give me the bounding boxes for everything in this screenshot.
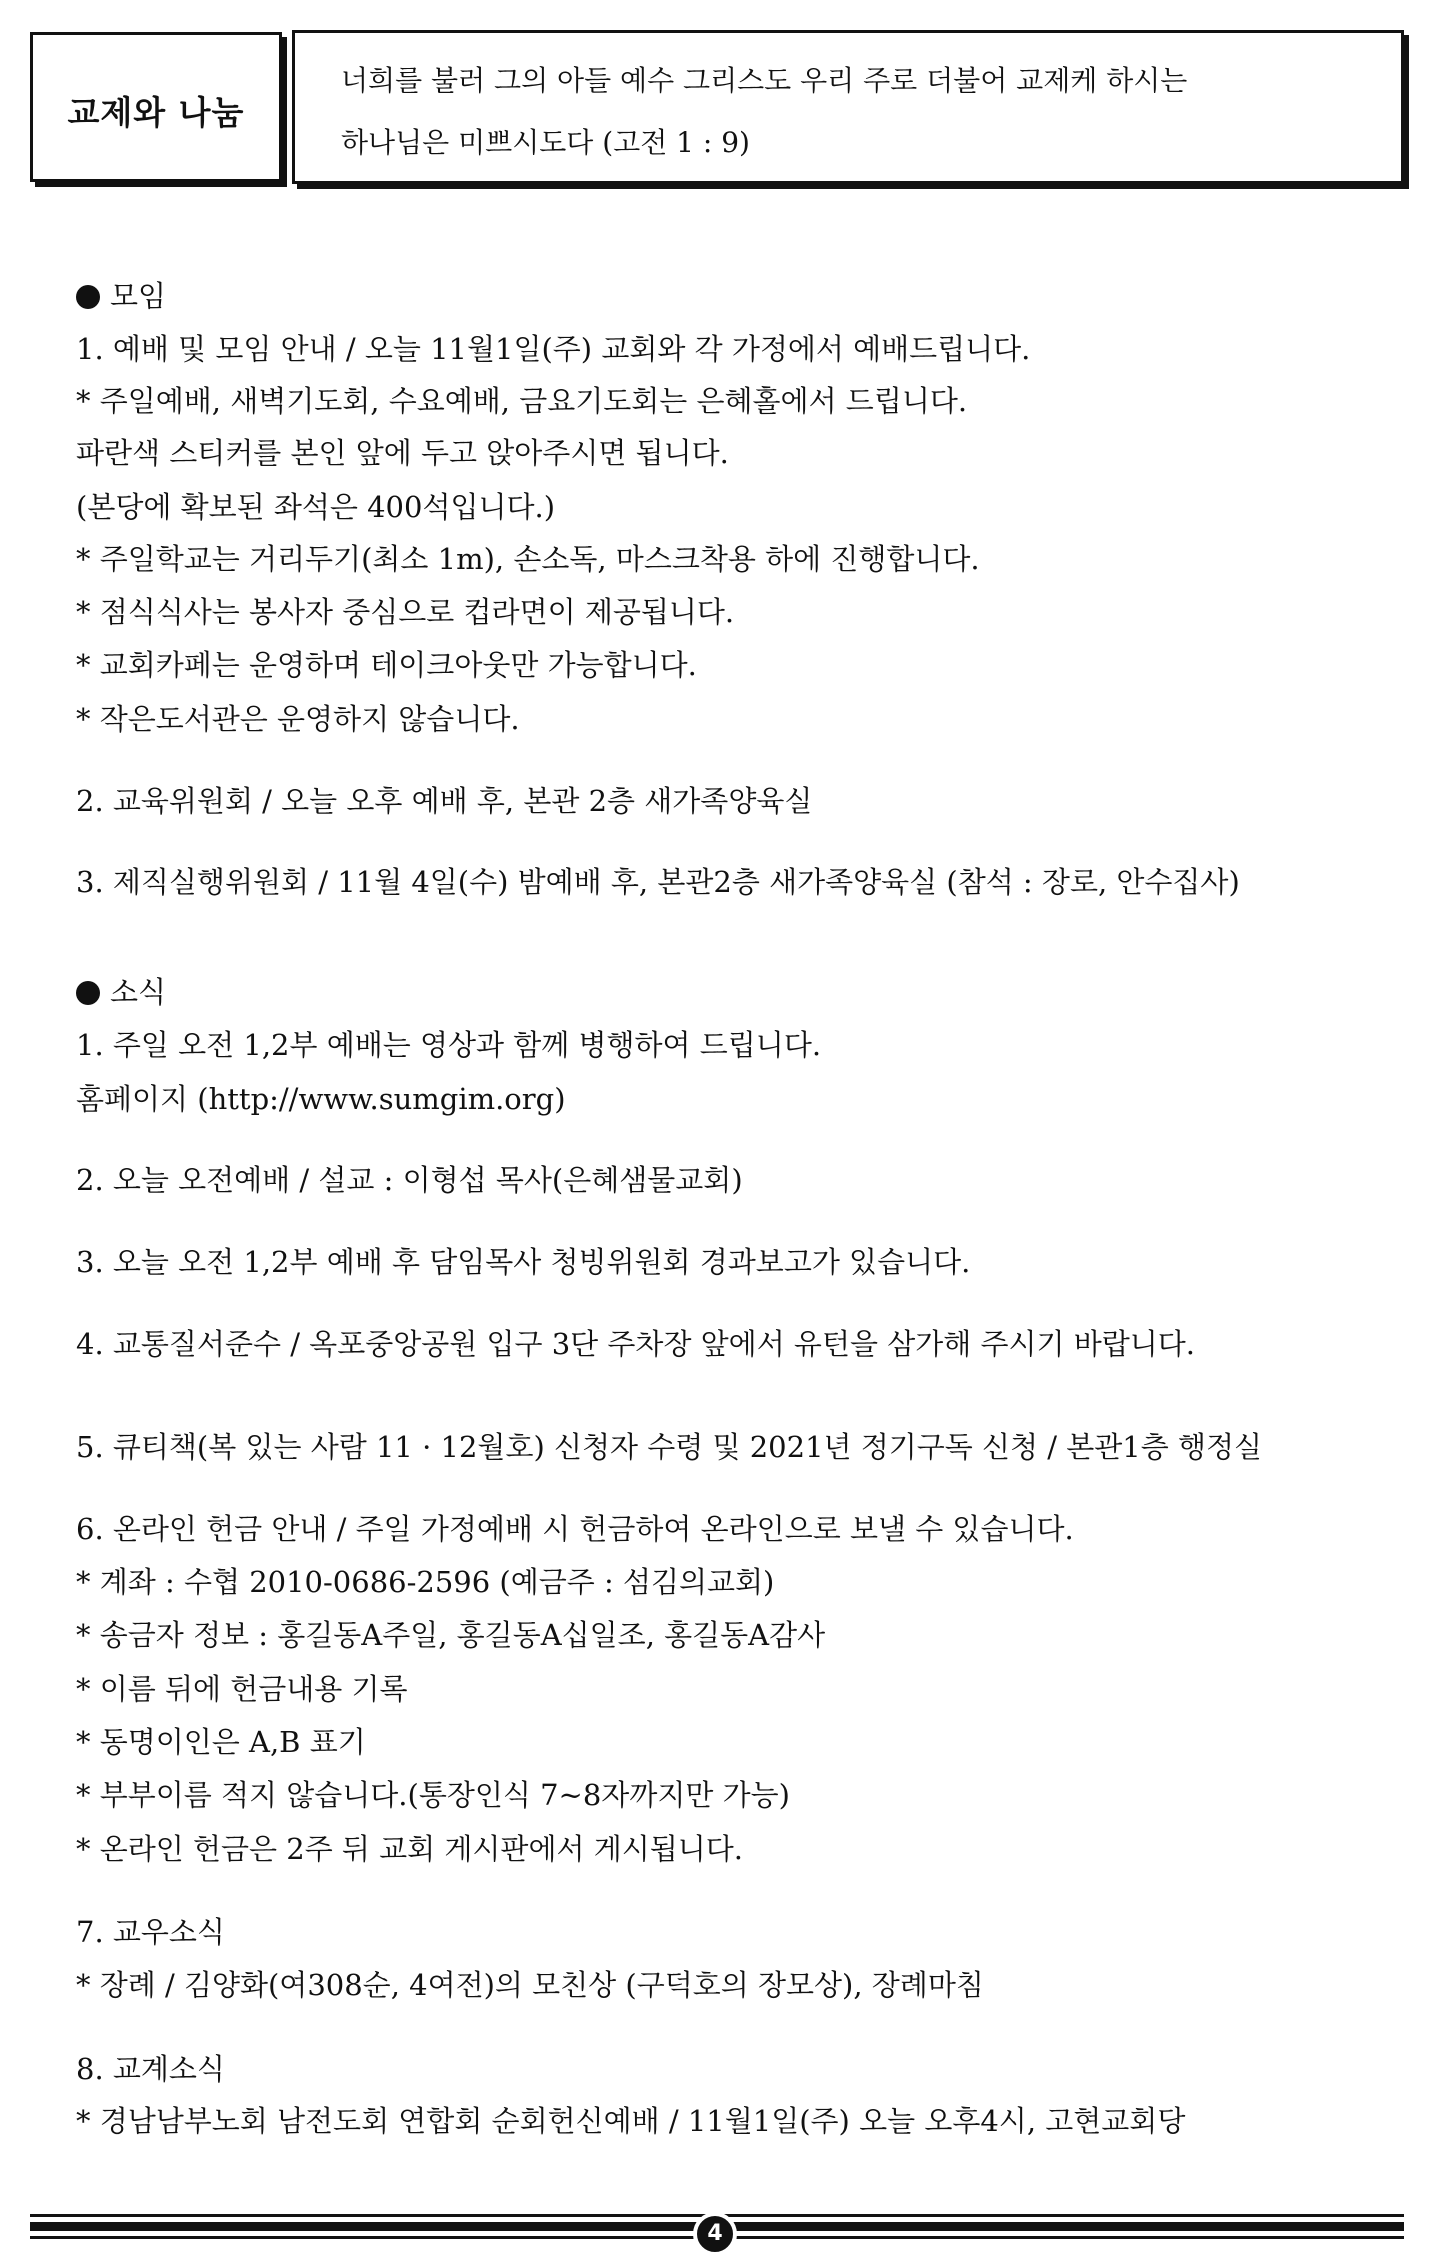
list-item: * 온라인 헌금은 2주 뒤 교회 게시판에서 게시됩니다. [76,1832,743,1866]
list-item: 4. 교통질서준수 / 옥포중앙공원 입구 3단 주차장 앞에서 유턴을 삼가해 주시기 바랍니다. [76,1327,1195,1361]
verse-line: 너희를 불러 그의 아들 예수 그리스도 우리 주로 더불어 교제케 하시는 [341,64,1188,97]
list-item: * 주일예배, 새벽기도회, 수요예배, 금요기도회는 은혜홀에서 드립니다. [76,384,968,418]
list-item: * 부부이름 적지 않습니다.(통장인식 7~8자까지만 가능) [76,1778,790,1812]
news-heading: 소식 [76,978,166,1007]
list-item: * 경남남부노회 남전도회 연합회 순회헌신예배 / 11월1일(주) 오늘 오후4시, 고현교회당 [76,2104,1186,2138]
page-number: 4 [693,2212,737,2256]
bullet-icon [76,285,100,309]
list-item: * 작은도서관은 운영하지 않습니다. [76,702,520,736]
meetings-heading: 모임 [76,282,166,311]
list-item: 1. 예배 및 모임 안내 / 오늘 11월1일(주) 교회와 각 가정에서 예배드립니다. [76,332,1031,366]
list-item: 6. 온라인 헌금 안내 / 주일 가정예배 시 헌금하여 온라인으로 보낼 수 있습니다. [76,1512,1074,1546]
list-item: 1. 주일 오전 1,2부 예배는 영상과 함께 병행하여 드립니다. [76,1028,822,1062]
list-item: * 교회카페는 운영하며 테이크아웃만 가능합니다. [76,648,697,682]
list-item: * 주일학교는 거리두기(최소 1m), 손소독, 마스크착용 하에 진행합니다. [76,542,980,576]
list-item: 파란색 스티커를 본인 앞에 두고 앉아주시면 됩니다. [76,436,729,470]
list-item: 3. 제직실행위원회 / 11월 4일(수) 밤예배 후, 본관2층 새가족양육실 (참석 : 장로, 안수집사) [76,865,1240,899]
list-item: * 점식식사는 봉사자 중심으로 컵라면이 제공됩니다. [76,595,735,629]
header-verse-box [292,30,1404,184]
list-item: 5. 큐티책(복 있는 사람 11 · 12월호) 신청자 수령 및 2021년 정기구독 신청 / 본관1층 행정실 [76,1430,1263,1464]
verse-line: 하나님은 미쁘시도다 (고전 1 : 9) [341,126,750,159]
list-item: 3. 오늘 오전 1,2부 예배 후 담임목사 청빙위원회 경과보고가 있습니다. [76,1245,971,1279]
list-item: (본당에 확보된 좌석은 400석입니다.) [76,490,556,524]
list-item: * 송금자 정보 : 홍길동A주일, 홍길동A십일조, 홍길동A감사 [76,1618,826,1652]
list-item: 7. 교우소식 [76,1915,225,1949]
list-item: 8. 교계소식 [76,2052,225,2086]
header-title-box [30,32,282,182]
list-item: * 동명이인은 A,B 표기 [76,1725,366,1759]
list-item: 2. 교육위원회 / 오늘 오후 예배 후, 본관 2층 새가족양육실 [76,784,813,818]
list-item: 홈페이지 (http://www.sumgim.org) [76,1082,566,1116]
list-item: * 계좌 : 수협 2010-0686-2596 (예금주 : 섬김의교회) [76,1565,775,1599]
list-item: 2. 오늘 오전예배 / 설교 : 이형섭 목사(은혜샘물교회) [76,1163,743,1197]
bullet-icon [76,981,100,1005]
list-item: * 장례 / 김양화(여308순, 4여전)의 모친상 (구덕호의 장모상), 장례마침 [76,1968,984,2002]
section-title: 교제와 나눔 [67,93,245,132]
list-item: * 이름 뒤에 헌금내용 기록 [76,1672,408,1706]
